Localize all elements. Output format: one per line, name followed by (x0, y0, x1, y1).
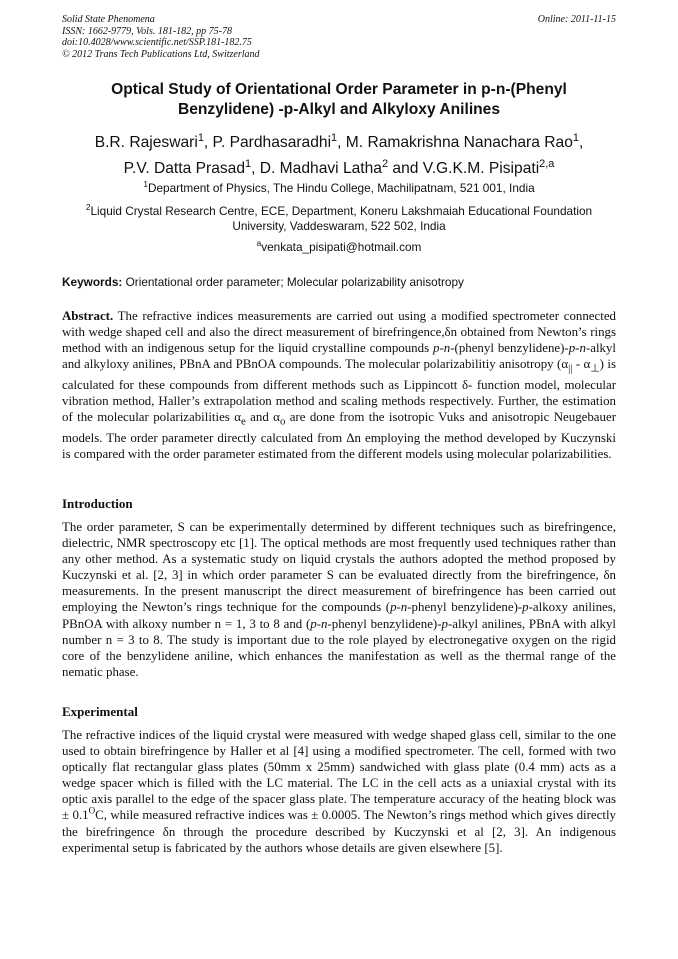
keywords-label: Keywords: (62, 275, 123, 289)
degree-superscript: O (88, 806, 96, 817)
affil-text: Liquid Crystal Research Centre, ECE, Department, Koneru Lakshmaiah Educational Foundation University, Vaddeswaram, 522 502, India (90, 204, 593, 233)
abstract-subscript: o (279, 415, 286, 428)
abstract-text: The refractive indices measurements are carried out using a modified spectrometer connected with wedge shaped cell and also the direct measurement of birefringence,δn obtained from Newton’s rings method with an indigenous setup for the liquid crystalline compounds (62, 309, 616, 356)
affil-mark: 2 (85, 203, 91, 213)
intro-text: phenyl benzylidene)- (411, 600, 523, 615)
author-list (62, 130, 616, 182)
issn-line: ISSN: 1662-9779, Vols. 181-182, pp 75-78 (62, 25, 232, 37)
affil-mark: 1 (143, 180, 148, 190)
abstract-subscript: || (568, 362, 573, 375)
abstract-text: are done from the isotropic Vuks and anisotropic Neugebauer models. The order parameter directly calculated from Δn employing the method developed by Kuczynski is compared with the order parameter estimated from the different models using molecular polarizabilities. (62, 410, 616, 461)
author-affil-mark: 2 (381, 157, 389, 170)
intro-text: phenyl benzylidene)- (331, 616, 442, 631)
abstract-italic: p-n- (433, 341, 455, 356)
experimental-text: C, while measured refractive indices was ± 0.0005. The Newton’s rings method which gives directly the birefringence δn through the procedure described by Kuczynski et al [2, 3]. An indigenous experimental setup is fabricated by the authors whose details are given elsewhere [5]. (62, 808, 616, 855)
affil-text: Department of Physics, The Hindu College, Machilipatnam, 521 001, India (147, 181, 535, 195)
abstract-text: and α (245, 410, 280, 425)
abstract-text: ) is calculated for these compounds from different methods such as Lippincott δ- function model, molecular vibration method, Haller’s extrapolation method and scaling methods respectively. Further, the estimation of the molecular polarizabilities α (62, 357, 616, 425)
contact-email (62, 240, 616, 255)
intro-italic: p- (522, 600, 533, 615)
online-date: Online: 2011-11-15 (537, 14, 616, 25)
author-affil-mark: 1 (331, 131, 338, 144)
author-name: and V.G.K.M. Pisipati (388, 160, 540, 177)
abstract-paragraph (62, 308, 616, 462)
author-affil-mark: 1 (197, 131, 204, 144)
intro-text: alkyl anilines, PBnA with alkyl number n = 3 to 8. The study is important due to the role played by electronegative oxygen on the rigid core of the benzylidene aniline, which enhances the manifestation as well as the thermal range of the nematic phase. (62, 616, 616, 679)
abstract-subscript: ⊥ (590, 362, 600, 375)
introduction-heading: Introduction (62, 496, 133, 511)
author-name: B.R. Rajeswari (94, 134, 198, 151)
email-text: venkata_pisipati@hotmail.com (261, 240, 422, 254)
author-name: , P. Pardhasaradhi (203, 134, 332, 151)
author-line-1 (62, 130, 616, 156)
affiliation-1 (62, 181, 616, 196)
keywords-text: Orientational order parameter; Molecular polarizability anisotropy (122, 275, 464, 289)
author-separator: , (578, 134, 584, 151)
journal-header (62, 14, 616, 60)
abstract-label: Abstract. (62, 309, 114, 323)
abstract-italic: p-n- (568, 341, 591, 356)
intro-text: alkoxy anilines, PBnOA with alkoxy number n = 1, 3 to 8 and ( (62, 600, 616, 631)
author-affil-mark: 2,a (539, 157, 555, 170)
abstract-subscript: e (240, 415, 246, 428)
introduction-paragraph (62, 519, 616, 680)
intro-text: The order parameter, S can be experimentally determined by different techniques such as birefringence, dielectric, NMR spectroscopy etc [1]. The optical methods are most frequently used techniques rather than any other method. As a systematic study on liquid crystals the authors adopted the method proposed by Kuczynski et al. [2, 3] in which order parameter S can be evaluated directly from the birefringence, δn measurements. In the present manuscript the direct measurement of birefringence has been carried out employing the Newton’s rings technique for the compounds ( (62, 520, 616, 615)
email-mark: a (256, 239, 262, 249)
experimental-heading: Experimental (62, 704, 138, 719)
experimental-text: The refractive indices of the liquid crystal were measured with wedge shaped glass cell, similar to the one used to obtain birefringence by Haller et al [4] using a modified spectrometer. The cell, formed with two optically flat rectangular glass plates (50mm x 25mm) sandwiched with glass plate (0.4 mm) acts as a wedge spacer which is filled with the LC material. The LC in the cell acts as a uniaxial crystal with its optic axis parallel to the edge of the spacer glass plate. The temperature accuracy of the heating block was ± 0.1 (62, 728, 616, 823)
intro-italic: p-n- (390, 600, 412, 615)
author-name: , D. Madhavi Latha (251, 160, 382, 177)
keywords (62, 275, 616, 290)
journal-name: Solid State Phenomena (62, 14, 155, 25)
abstract-text: (phenyl benzylidene)- (454, 341, 569, 356)
intro-italic: p- (441, 616, 453, 631)
abstract-text: - α (572, 357, 591, 372)
abstract-text: alkyl and alkyloxy anilines, PBnA and PBnOA compounds. The molecular polarizabilitiy anisotropy (α (62, 341, 616, 372)
doi-line: doi:10.4028/www.scientific.net/SSP.181-182.75 (62, 37, 252, 48)
author-line-2 (62, 156, 616, 182)
paper-title: Optical Study of Orientational Order Parameter in p-n-(Phenyl Benzylidene) -p-Alkyl and Alkyloxy Anilines (111, 81, 567, 118)
author-affil-mark: 1 (245, 157, 252, 170)
experimental-paragraph (62, 727, 616, 856)
affiliation-2 (62, 204, 616, 234)
author-name: , M. Ramakrishna Nanachara Rao (337, 134, 573, 151)
author-affil-mark: 1 (572, 131, 579, 144)
intro-italic: p-n- (310, 616, 332, 631)
author-name: P.V. Datta Prasad (123, 160, 246, 177)
copyright-line: © 2012 Trans Tech Publications Ltd, Switzerland (62, 48, 260, 60)
